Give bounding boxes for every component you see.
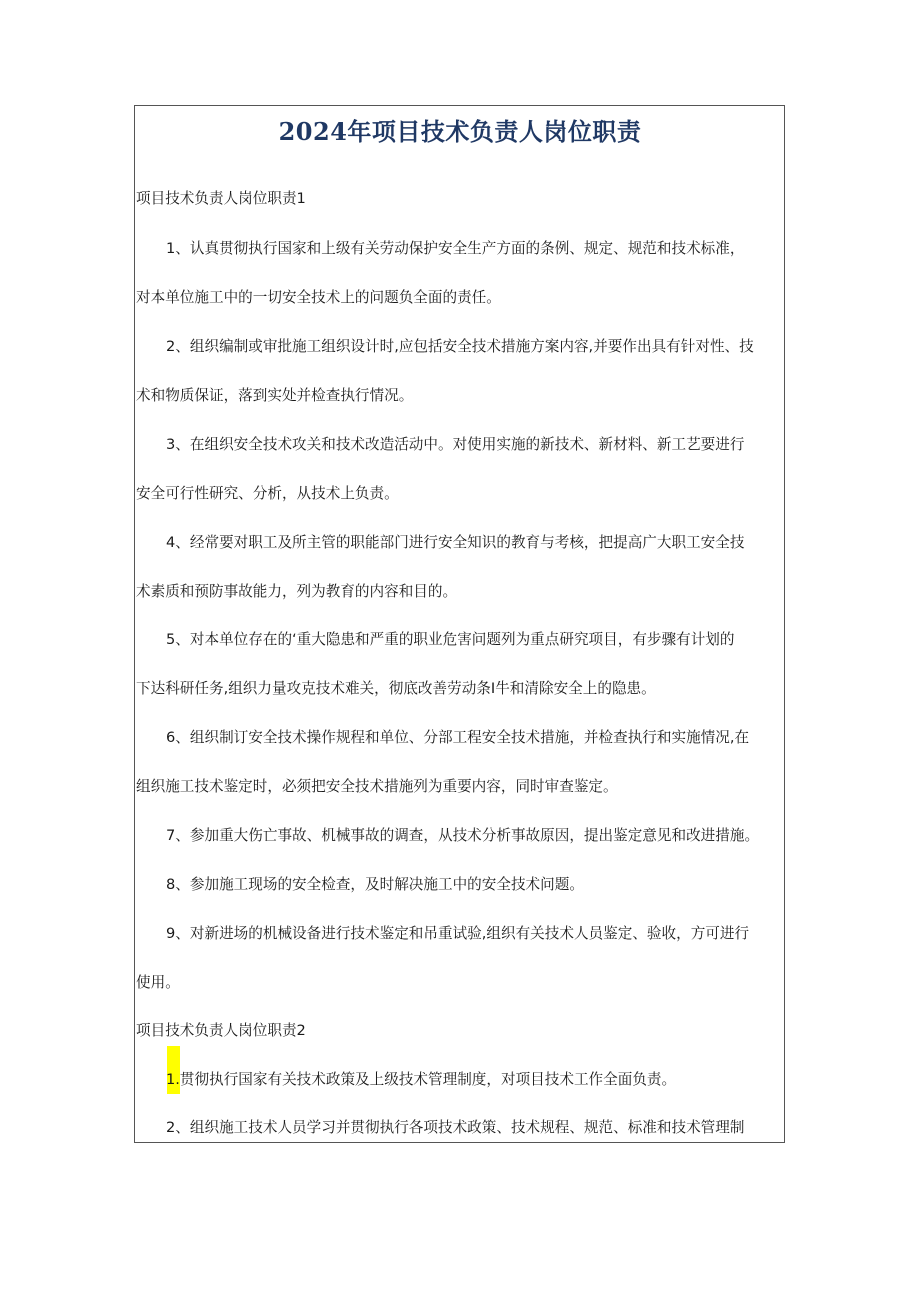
paragraph-line: 8、参加施工现场的安全检查，及时解决施工中的安全技术问题。 [166,876,584,893]
paragraph-line: 术素质和预防事故能力，列为教育的内容和目的。 [136,583,458,600]
paragraph-line: 下达科研任务,组织力量攻克技术难关，彻底改善劳动条I牛和清除安全上的隐患。 [136,680,656,697]
paragraph-line: 安全可行性研究、分析，从技术上负责。 [136,485,399,502]
paragraph-line: 5、对本单位存在的‘重大隐患和严重的职业危害问题列为重点研究项目，有步骤有计划的 [166,631,735,648]
paragraph-line: 使用。 [136,974,180,991]
paragraph-line: 9、对新进场的机械设备进行技术鉴定和吊重试验,组织有关技术人员鉴定、验收，方可进行 [166,925,750,942]
paragraph-line: 2、组织施工技术人员学习并贯彻执行各项技术政策、技术规程、规范、标准和技术管理制 [166,1119,745,1136]
paragraph-line: 7、参加重大伤亡事故、机械事故的调查，从技术分析事故原因，提出鉴定意见和改进措施。 [166,827,760,844]
section-heading-2: 项目技术负责人岗位职责2 [136,1022,306,1039]
paragraph-line: 1、认真贯彻执行国家和上级有关劳动保护安全生产方面的条例、规定、规范和技术标准， [166,240,745,257]
paragraph-line: 4、经常要对职工及所主管的职能部门进行安全知识的教育与考核，把提高广大职工安全技 [166,534,745,551]
document-title: 2024年项目技术负责人岗位职责 [278,117,642,146]
paragraph-line: 1.贯彻执行国家有关技术政策及上级技术管理制度，对项目技术工作全面负责。 [166,1071,677,1088]
paragraph-line: 对本单位施工中的一切安全技术上的问题负全面的责任。 [136,289,501,306]
paragraph-line: 组织施工技术鉴定时，必须把安全技术措施列为重要内容，同时审查鉴定。 [136,778,618,795]
paragraph-line: 6、组织制订安全技术操作规程和单位、分部工程安全技术措施，并检查执行和实施情况,在 [166,729,750,746]
paragraph-line: 3、在组织安全技术攻关和技术改造活动中。对使用实施的新技术、新材料、新工艺要进行 [166,436,745,453]
section-heading-1: 项目技术负责人岗位职责1 [136,190,306,207]
paragraph-line: 2、组织编制或审批施工组织设计时,应包括安全技术措施方案内容,并要作出具有针对性、技 [166,338,754,355]
paragraph-line: 术和物质保证，落到实处并检查执行情况。 [136,387,414,404]
